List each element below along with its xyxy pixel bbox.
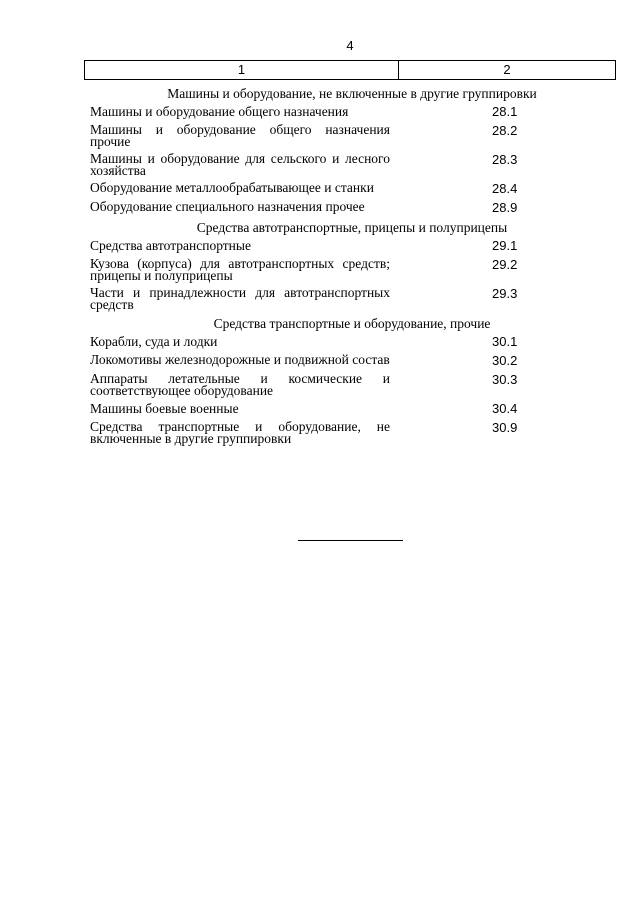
row-code: 29.1 [492, 238, 518, 253]
row-code: 28.1 [492, 104, 518, 119]
row-name: Машины и оборудование общего назначения прочие [90, 122, 390, 149]
row-name: Корабли, суда и лодки [90, 334, 218, 349]
row-code: 30.4 [492, 401, 518, 416]
section-heading: Средства транспортные и оборудование, прочие [213, 316, 491, 331]
row-name: Машины и оборудование общего назначения [90, 104, 349, 119]
classification-list [90, 84, 620, 450]
page-number: 4 [346, 38, 354, 53]
section-heading: Машины и оборудование, не включенные в другие группировки [167, 86, 537, 101]
row-name: Оборудование металлообрабатывающее и станки [90, 180, 374, 195]
row-code: 30.3 [492, 372, 518, 387]
end-divider [298, 540, 403, 541]
column-header-1: 1 [85, 61, 399, 79]
row-name: Средства транспортные и оборудование, не включенные в другие группировки [90, 419, 390, 446]
table-row [90, 421, 620, 445]
row-code: 29.3 [492, 286, 518, 301]
table-row [90, 153, 620, 177]
table-header [84, 60, 616, 80]
table-row [90, 335, 620, 349]
row-name: Локомотивы железнодорожные и подвижной состав [90, 352, 390, 367]
table-row [90, 105, 620, 119]
row-code: 28.4 [492, 181, 518, 196]
table-row [90, 354, 620, 368]
table-row [90, 182, 620, 196]
row-code: 28.3 [492, 152, 518, 167]
row-code: 30.1 [492, 334, 518, 349]
row-code: 28.2 [492, 123, 518, 138]
table-row [90, 239, 620, 253]
table-row [90, 201, 620, 215]
row-name: Средства автотранспортные [90, 238, 251, 253]
column-header-2: 2 [503, 62, 511, 77]
section-heading: Средства автотранспортные, прицепы и полуприцепы [196, 220, 508, 235]
row-code: 29.2 [492, 257, 518, 272]
row-name: Аппараты летательные и космические и соответствующее оборудование [90, 371, 390, 398]
row-name: Машины и оборудование для сельского и лесного хозяйства [90, 151, 390, 178]
row-code: 30.9 [492, 420, 518, 435]
table-row [90, 402, 620, 416]
row-name: Машины боевые военные [90, 401, 239, 416]
table-row [90, 258, 620, 282]
table-row [90, 287, 620, 311]
row-name: Части и принадлежности для автотранспортных средств [90, 285, 390, 312]
row-name: Оборудование специального назначения прочее [90, 199, 365, 214]
table-row [90, 124, 620, 148]
row-code: 30.2 [492, 353, 518, 368]
table-row [90, 373, 620, 397]
row-code: 28.9 [492, 200, 518, 215]
row-name: Кузова (корпуса) для автотранспортных средств; прицепы и полуприцепы [90, 256, 390, 283]
